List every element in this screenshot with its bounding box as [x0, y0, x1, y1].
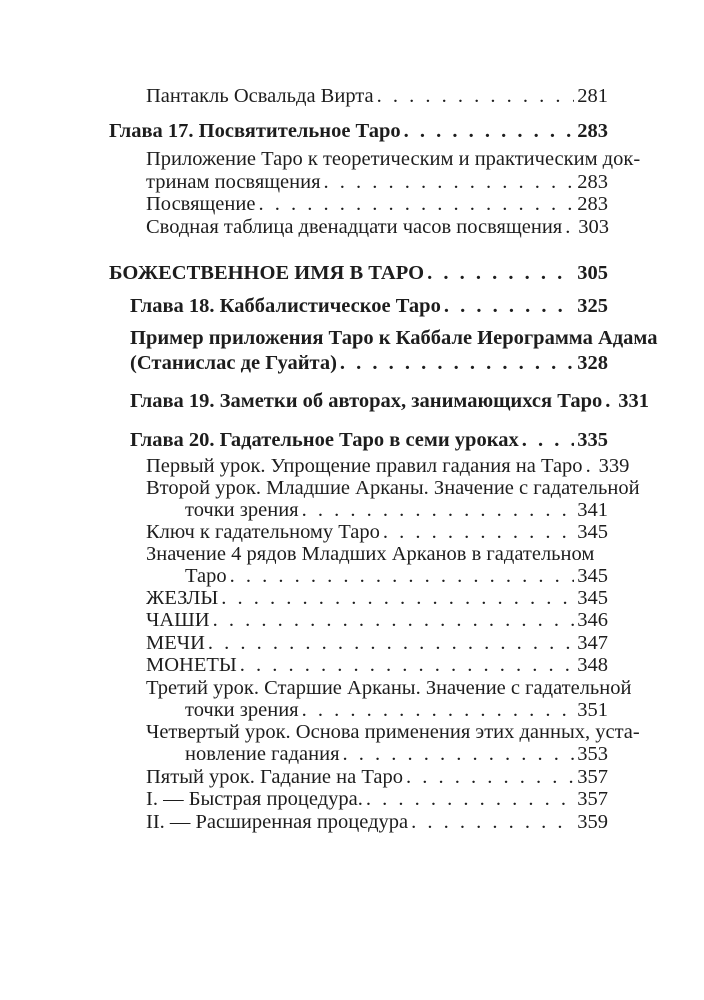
toc-entry-title-line1: Приложение Таро к теоретическим и практическим док-: [146, 148, 641, 170]
toc-page-number: 357: [577, 788, 608, 810]
toc-chapter: [130, 350, 608, 376]
toc-entry-title: МЕЧИ: [146, 632, 205, 654]
toc-chapter: [130, 388, 650, 414]
toc-entry-title: Сводная таблица двенадцати часов посвящения: [146, 216, 563, 238]
toc-entry-title-line1: Третий урок. Старшие Арканы. Значение с гадательной: [146, 677, 632, 699]
toc-page-number: 335: [577, 429, 608, 451]
toc-dot-leader: [404, 118, 575, 144]
toc-entry-title-line1: Четвертый урок. Основа применения этих данных, уста-: [146, 721, 640, 743]
toc-entry-title: Первый урок. Упрощение правил гадания на Таро: [146, 455, 583, 477]
toc-entry-title: ЧАШИ: [146, 609, 210, 631]
toc-entry-title-line1: Значение 4 рядов Младших Арканов в гадательном: [146, 543, 595, 565]
toc-entry-title: II. — Расширенная процедура: [146, 811, 409, 833]
toc-entry-title: Посвящение: [146, 193, 256, 215]
toc-entry-title: Глава 17. Посвятительное Таро: [109, 120, 401, 142]
toc-page-number: 283: [577, 171, 608, 193]
toc-page-number: 331: [618, 390, 650, 412]
toc-dot-leader: [340, 350, 574, 376]
toc-chapter: [130, 427, 608, 453]
toc-entry-title: Глава 20. Гадательное Таро в семи уроках: [130, 429, 519, 451]
toc-part: [109, 260, 608, 286]
toc-page-number: 348: [577, 654, 608, 676]
toc-entry-title: I. — Быстрая процедура.: [146, 788, 363, 810]
toc-chapter: [109, 118, 608, 144]
toc-dot-leader: [522, 427, 575, 453]
toc-page-number: 351: [577, 699, 608, 721]
toc-dot-leader: [377, 83, 575, 109]
toc-entry-title-cont: точки зрения: [185, 499, 299, 521]
toc-dot-leader: [411, 809, 574, 835]
toc-page-number: 345: [577, 565, 608, 587]
toc-entry-title: Пантакль Освальда Вирта: [146, 85, 374, 107]
toc-entry-title-cont: точки зрения: [185, 699, 299, 721]
toc-chapter: [130, 293, 608, 319]
toc-page-number: 305: [577, 262, 608, 284]
toc-entry-title: МОНЕТЫ: [146, 654, 237, 676]
toc-entry-title: БОЖЕСТВЕННОЕ ИМЯ В ТАРО: [109, 262, 425, 284]
toc-entry-title: Глава 18. Каббалистическое Таро: [130, 295, 441, 317]
toc-entry: [146, 214, 608, 240]
toc-page-number: 281: [577, 85, 608, 107]
toc-dot-leader: [565, 214, 575, 240]
toc-page-number: 357: [577, 766, 608, 788]
toc-dot-leader: [427, 260, 574, 286]
toc-entry-title: Пятый урок. Гадание на Таро: [146, 766, 403, 788]
toc-page-number: 345: [577, 587, 608, 609]
toc-entry-title: Глава 19. Заметки об авторах, занимающихся Таро: [130, 390, 603, 412]
toc-page-number: 339: [598, 455, 630, 477]
toc-page-number: 283: [577, 120, 608, 142]
toc-dot-leader: [444, 293, 574, 319]
toc-entry: [146, 809, 608, 835]
toc-entry-title-cont: (Станислас де Гуайта): [130, 352, 337, 374]
toc-page-number: 347: [577, 632, 608, 654]
toc-entry: [146, 83, 608, 109]
toc-page-number: 346: [577, 609, 608, 631]
toc-page-number: 303: [578, 216, 609, 238]
toc-entry-title-cont: Таро: [185, 565, 227, 587]
toc-entry-title: Ключ к гадательному Таро: [146, 521, 380, 543]
toc-page-number: 341: [577, 499, 608, 521]
toc-page-number: 325: [577, 295, 608, 317]
toc-entry-title-cont: новление гадания: [185, 743, 340, 765]
toc-page-number: 283: [577, 193, 608, 215]
toc-page-number: 345: [577, 521, 608, 543]
toc-page-number: 328: [577, 352, 608, 374]
toc-entry-title: ЖЕЗЛЫ: [146, 587, 219, 609]
toc-dot-leader: [605, 388, 615, 414]
toc-page-number: 359: [577, 811, 608, 833]
toc-page-number: 353: [577, 743, 608, 765]
toc-entry-title-line1: Второй урок. Младшие Арканы. Значение с гадательной: [146, 477, 640, 499]
toc-entry-title-cont: тринам посвящения: [146, 171, 321, 193]
toc-entry-title-line1: Пример приложения Таро к Каббале Иерограмма Адама: [130, 327, 658, 349]
